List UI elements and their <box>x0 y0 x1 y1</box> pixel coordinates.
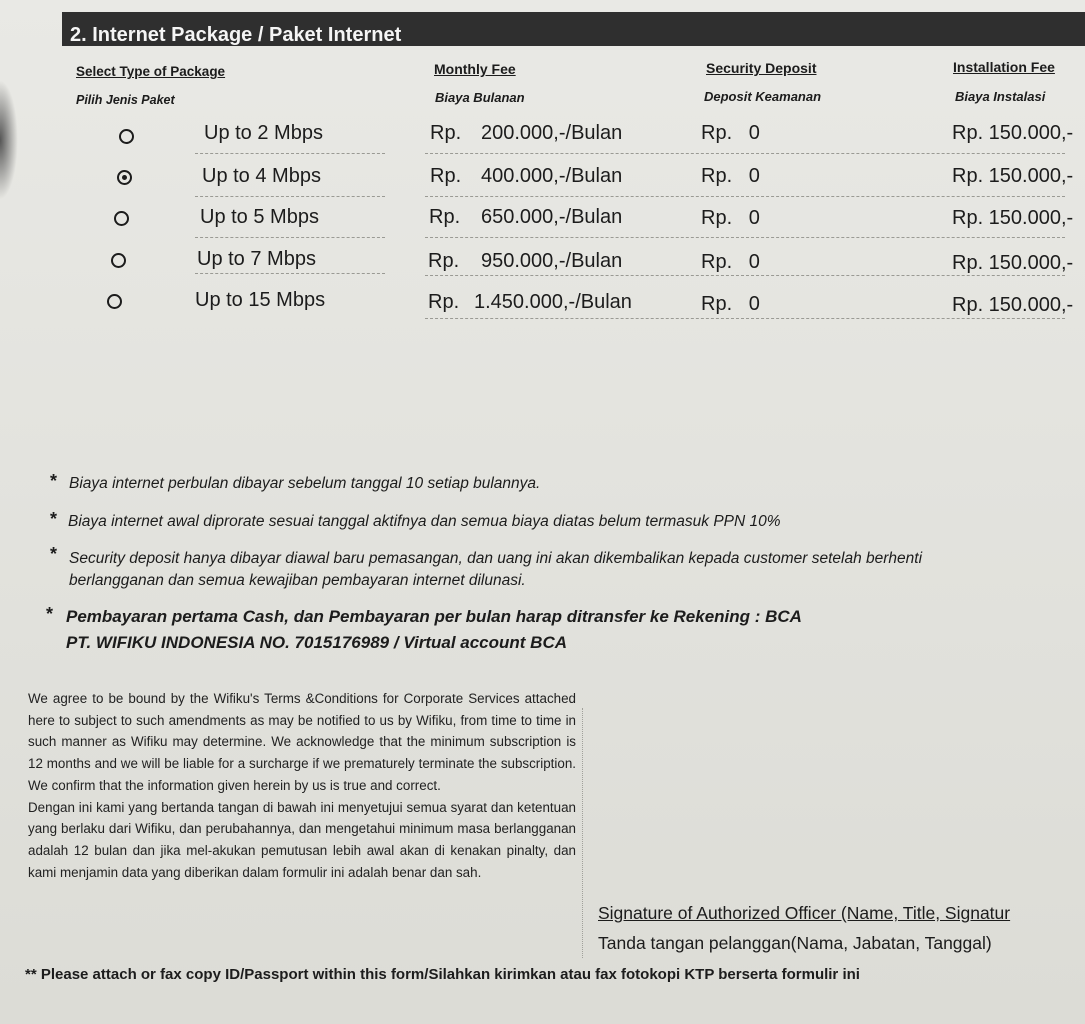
package-radio[interactable] <box>119 129 134 144</box>
signature-divider <box>582 708 583 958</box>
page-shadow <box>0 80 18 200</box>
package-radio[interactable] <box>114 211 129 226</box>
fee-currency: Rp. <box>430 165 462 187</box>
security-deposit: Rp. 0 <box>701 165 760 187</box>
signature-label: Signature of Authorized Officer (Name, Title, Signatur <box>598 903 1011 923</box>
row-divider <box>425 275 1065 276</box>
footer-note: ** Please attach or fax copy ID/Passport within this form/Silahkan kirimkan atau fax fotokopi KTP berserta formulir ini <box>25 966 860 983</box>
package-radio[interactable] <box>111 253 126 268</box>
fee-currency: Rp. <box>428 250 460 272</box>
package-name: Up to 5 Mbps <box>200 206 319 228</box>
fee-currency: Rp. <box>430 122 462 144</box>
note-text: PT. WIFIKU INDONESIA NO. 7015176989 / Virtual account BCA <box>66 633 567 652</box>
header-monthly: Monthly Fee <box>434 61 516 77</box>
header-install-sub: Biaya Instalasi <box>955 89 1046 104</box>
note-bullet: * <box>50 544 58 564</box>
monthly-fee: 200.000,-/Bulan <box>481 122 623 144</box>
note-text: Biaya internet awal diprorate sesuai tanggal aktifnya dan semua biaya diatas belum termasuk PPN 10% <box>68 513 781 530</box>
package-name: Up to 4 Mbps <box>202 165 321 187</box>
note-bullet: * <box>50 509 58 529</box>
note-bullet: * <box>50 471 58 491</box>
installation-fee: Rp. 150.000,- <box>952 294 1074 316</box>
row-divider <box>195 237 385 238</box>
note-text: Pembayaran pertama Cash, dan Pembayaran per bulan harap ditransfer ke Rekening : BCA <box>66 607 802 626</box>
note-bullet: * <box>46 604 54 624</box>
row-divider <box>425 237 1065 238</box>
terms-indonesian: Dengan ini kami yang bertanda tangan di bawah ini menyetujui semua syarat dan ketentuan yang berlaku dari Wifiku, dan perubahannya, dan mengetahui minimum masa berlangganan adalah 12 bulan dan jika mel-akukan pemutusan lebih awal akan di kenakan pinalty, dan kami menjamin data yang diberikan dalam formulir ini adalah benar dan sah. <box>28 799 576 880</box>
terms-english: We agree to be bound by the Wifiku's Terms &Conditions for Corporate Services attached here to subject to such amendments as may be notified to us by Wifiku, from time to time in such manner as Wifiku may determine. We acknowledge that the minimum subscription is 12 months and we will be liable for a surcharge if we prematurely terminate the subscription. We confirm that the information given herein by us is true and correct. <box>28 691 576 793</box>
security-deposit: Rp. 0 <box>701 251 760 273</box>
header-install: Installation Fee <box>953 59 1055 75</box>
package-radio-selected[interactable] <box>117 170 132 185</box>
monthly-fee: 400.000,-/Bulan <box>481 165 623 187</box>
terms-text <box>28 688 576 883</box>
package-name: Up to 7 Mbps <box>197 248 316 270</box>
signature-label-indonesian: Tanda tangan pelanggan(Nama, Jabatan, Tanggal) <box>598 933 992 953</box>
security-deposit: Rp. 0 <box>701 207 760 229</box>
note-text: berlangganan dan semua kewajiban pembayaran internet dilunasi. <box>69 572 526 589</box>
installation-fee: Rp. 150.000,- <box>952 252 1074 274</box>
row-divider <box>195 153 385 154</box>
note-text: Security deposit hanya dibayar diawal baru pemasangan, dan uang ini akan dikembalikan kepada customer setelah berhenti <box>69 550 923 567</box>
fee-currency: Rp. <box>429 206 461 228</box>
row-divider <box>425 196 1065 197</box>
monthly-fee: 950.000,-/Bulan <box>481 250 623 272</box>
row-divider <box>195 196 385 197</box>
header-monthly-sub: Biaya Bulanan <box>435 90 525 105</box>
row-divider <box>425 153 1065 154</box>
header-package-sub: Pilih Jenis Paket <box>76 93 175 107</box>
installation-fee: Rp. 150.000,- <box>952 122 1074 144</box>
monthly-fee: 1.450.000,-/Bulan <box>474 291 632 313</box>
header-deposit-sub: Deposit Keamanan <box>704 89 822 104</box>
package-name: Up to 15 Mbps <box>195 289 326 311</box>
note-text: Biaya internet perbulan dibayar sebelum tanggal 10 setiap bulannya. <box>69 475 541 492</box>
package-name: Up to 2 Mbps <box>204 122 323 144</box>
security-deposit: Rp. 0 <box>701 293 760 315</box>
row-divider <box>425 318 1065 319</box>
security-deposit: Rp. 0 <box>701 122 760 144</box>
header-deposit: Security Deposit <box>706 60 817 76</box>
row-divider <box>195 273 385 274</box>
installation-fee: Rp. 150.000,- <box>952 165 1074 187</box>
package-radio[interactable] <box>107 294 122 309</box>
installation-fee: Rp. 150.000,- <box>952 207 1074 229</box>
monthly-fee: 650.000,-/Bulan <box>481 206 623 228</box>
section-title: 2. Internet Package / Paket Internet <box>70 24 402 46</box>
header-package: Select Type of Package <box>76 64 226 79</box>
fee-currency: Rp. <box>428 291 460 313</box>
